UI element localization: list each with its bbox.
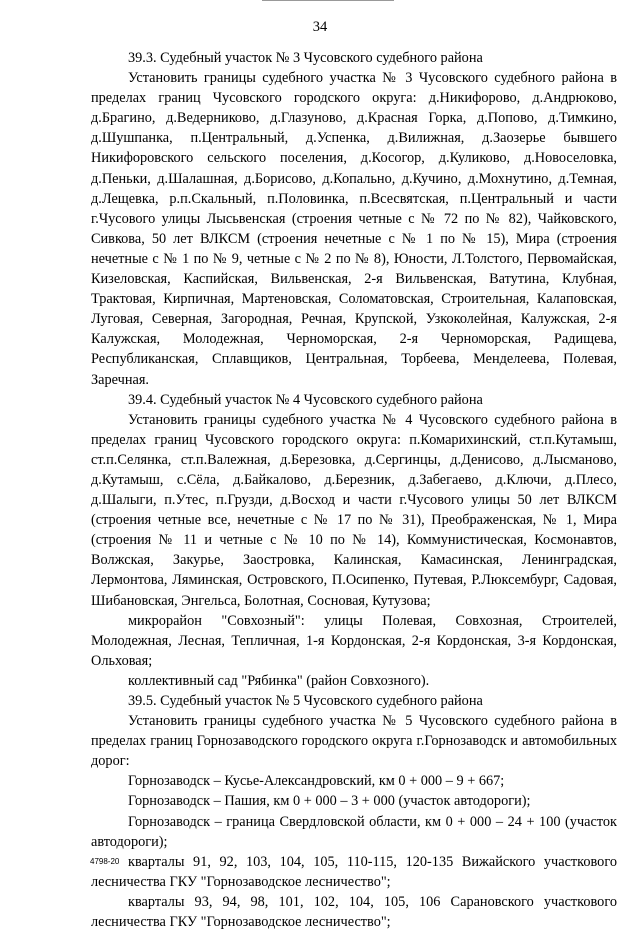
paragraph-39-5-boundaries: Установить границы судебного участка № 5 Чусовского судебного района в пределах границ Горнозаводского городского округа г.Горнозаводск и автомобильных дорог: <box>91 713 617 770</box>
footer-document-code: 4798-20 <box>90 857 120 866</box>
paragraph-microdistrict-sovkhozny: микрорайон "Совхозный": улицы Полевая, Совхозная, Строителей, Молодежная, Лесная, Тепличная, 1-я Кордонская, 2-я Кордонская, 3-я Кордонская, Ольховая; <box>91 612 617 669</box>
section-heading-39-3: 39.3. Судебный участок № 3 Чусовского судебного района <box>128 50 483 66</box>
page-number: 34 <box>312 19 328 35</box>
paragraph-road-pashiya: Горнозаводск – Пашия, км 0 + 000 – 3 + 000 (участок автодороги); <box>128 793 531 810</box>
paragraph-garden-ryabinka: коллективный сад "Рябинка" (район Совхозного). <box>128 672 430 689</box>
section-heading-39-5: 39.5. Судебный участок № 5 Чусовского судебного района <box>128 693 483 709</box>
paragraph-quarters-saranovsky: кварталы 93, 94, 98, 101, 102, 104, 105, 106 Сарановского участкового лесничества ГКУ "Горнозаводское лесничество"; <box>91 893 617 931</box>
paragraph-road-sverdlovsk: Горнозаводск – граница Свердловской области, км 0 + 000 – 24 + 100 (участок автодороги); <box>91 813 617 850</box>
paragraph-road-kusye: Горнозаводск – Кусье-Александровский, км 0 + 000 – 9 + 667; <box>128 773 505 790</box>
section-heading-39-4: 39.4. Судебный участок № 4 Чусовского судебного района <box>128 391 483 408</box>
top-rule <box>262 0 394 1</box>
paragraph-quarters-vizhay: кварталы 91, 92, 103, 104, 105, 110-115, 120-135 Вижайского участкового лесничества ГКУ "Горнозаводское лесничество"; <box>91 853 617 890</box>
paragraph-39-4-boundaries: Установить границы судебного участка № 4 Чусовского судебного района в пределах границ Чусовского городского округа: п.Комарихинский, ст.п.Кутамыш, ст.п.Селянка, ст.п.Валежная, д.Березовка, д.Сергинцы, д.Денисово, д.Лысманово, д.Кутамыш, с.Сёла, д.Байкалово, д.Березник, д.Забегаево, д.Ключи, д.Плесо, д.Шалыги, п.Утес, п.Грузди, д.Восход и части г.Чусового улицы 50 лет ВЛКСМ (строения четные все, нечетные с № 17 по № 31), Преображенская, № 1, Мира (строения № 11 и четные с № 10 по № 14), Коммунистическая, Космонавтов, Волжская, Закурье, Заостровка, Калинская, Камасинская, Ленинградская, Лермонтова, Ляминская, Островского, П.Осипенко, Путевая, Р.Люксембург, Садовая, Шибановская, Энгельса, Болотная, Сосновая, Кутузова; <box>91 411 617 609</box>
paragraph-39-3-boundaries: Установить границы судебного участка № 3 Чусовского судебного района в пределах границ Чусовского городского округа: д.Никифорово, д.Андрюково, д.Брагино, д.Ведерниково, д.Глазуново, д.Красная Горка, д.Попово, д.Тимкино, д.Шушпанка, п.Центральный, д.Успенка, д.Вилижная, д.Заозерье бывшего Никифоровского сельского поселения, д.Косогор, д.Куликово, д.Новоселовка, д.Пеньки, д.Шалашная, д.Борисово, д.Копально, д.Кучино, д.Мохнутино, д.Темная, д.Лещевка, р.п.Скальный, п.Половинка, п.Всесвятская, п.Центральный и части г.Чусового улицы Лысьвенская (строения четные с № 72 по № 82), Чайковского, Сивкова, 50 лет ВЛКСМ (строения нечетные с № 1 по № 15), Мира (строения нечетные с № 1 по № 9, четные с № 2 по № 8), Юности, Л.Толстого, Первомайская, Кизеловская, Каспийская, Вильвенская, 2-я Вильвенская, Ватутина, Клубная, Трактовая, Кирпичная, Мартеновская, Соломатовская, Строительная, Калаповская, Луговая, Северная, Загородная, Речная, Крупской, Узкоколейная, Калужская, 2-я Калужская, Молодежная, Черноморская, 2-я Черноморская, Радищева, Республиканская, Сплавщиков, Центральная, Торбеева, Менделеева, Полевая, Заречная. <box>91 70 617 388</box>
document-body <box>91 48 617 932</box>
